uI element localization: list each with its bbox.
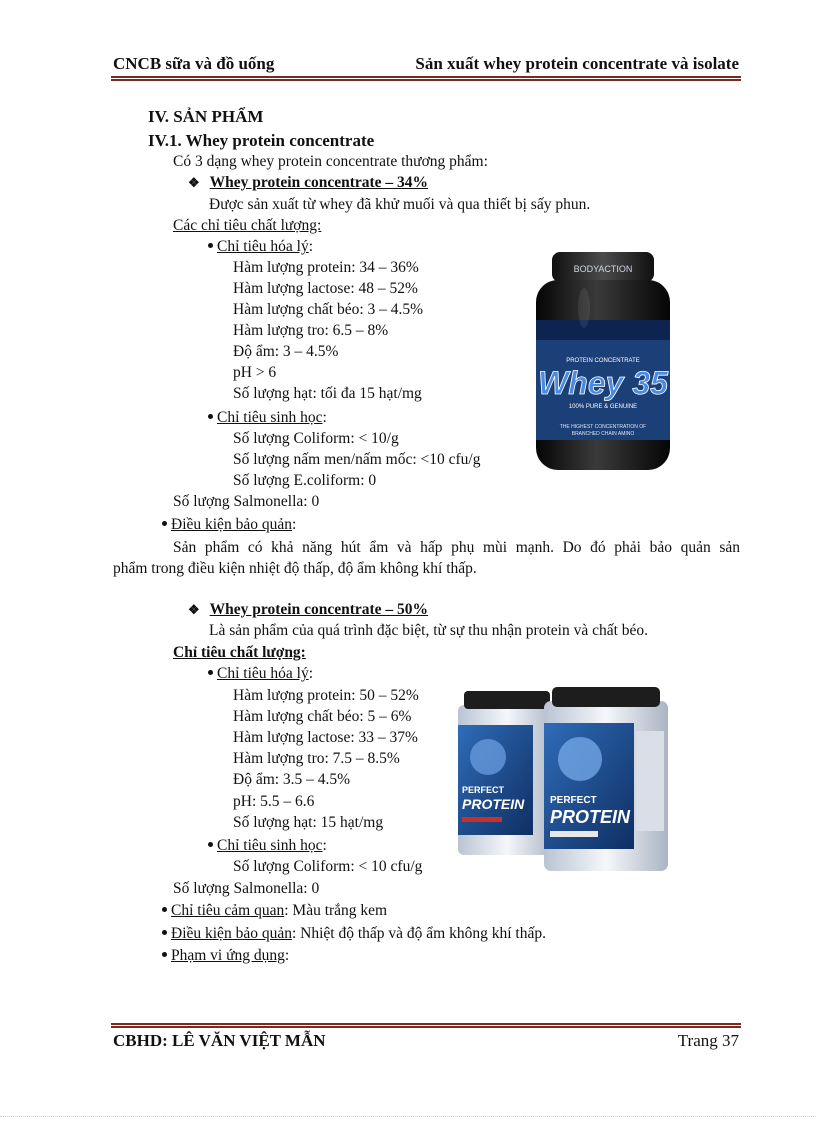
- whey35-brand: BODYACTION: [573, 264, 633, 274]
- header-left: CNCB sữa và đồ uống: [113, 54, 275, 73]
- p34-storage-paragraph: [113, 537, 740, 579]
- p34-heading: Whey protein concentrate – 34%: [209, 174, 429, 191]
- section-subtitle: IV.1. Whey protein concentrate: [148, 131, 375, 150]
- p34-bio-heading: Chỉ tiêu sinh học:: [208, 408, 327, 428]
- bullet-icon: [208, 670, 213, 675]
- p34-bio-item: Số lượng Coliform: < 10/g: [233, 430, 399, 447]
- page-number: Trang 37: [677, 1031, 739, 1050]
- p50-bio-item: Số lượng Coliform: < 10 cfu/g: [233, 858, 423, 875]
- p50-sensory-value: Màu trắng kem: [292, 902, 388, 919]
- p34-bio-item: Số lượng nấm men/nấm mốc: <10 cfu/g: [233, 451, 481, 468]
- whey35-name: Whey 35: [538, 365, 668, 401]
- section-title: IV. SẢN PHẨM: [148, 107, 264, 126]
- p34-storage-line2: phẩm trong điều kiện nhiệt độ thấp, độ ẩm không khí thấp.: [113, 560, 477, 577]
- p50-quality: Chỉ tiêu chất lượng:: [173, 644, 306, 661]
- footer-left: CBHD: LÊ VĂN VIỆT MẪN: [113, 1031, 326, 1050]
- p50-heading: Whey protein concentrate – 50%: [209, 601, 429, 618]
- p34-desc: Được sản xuất từ whey đã khử muối và qua thiết bị sấy phun.: [209, 196, 591, 213]
- diamond-bullet-icon: ❖: [188, 175, 200, 190]
- p50-physchem-label: Chỉ tiêu hóa lý: [217, 665, 309, 682]
- p50-storage-label: Điều kiện bảo quản: [171, 925, 292, 942]
- p34-bio-label: Chỉ tiêu sinh học: [217, 409, 323, 426]
- p50-usage-label: Phạm vi ứng dụng: [171, 947, 285, 964]
- bullet-icon: [162, 952, 167, 957]
- bullet-icon: [162, 521, 167, 526]
- p34-physchem-label: Chỉ tiêu hóa lý: [217, 238, 309, 255]
- p50-physchem-item: pH: 5.5 – 6.6: [233, 793, 315, 810]
- p50-bio-heading: Chỉ tiêu sinh học:: [208, 836, 327, 856]
- p50-storage-value: Nhiệt độ thấp và độ ẩm không khí thấp.: [300, 925, 546, 942]
- p34-heading-line: [188, 173, 428, 193]
- p34-physchem-item: Số lượng hạt: tối đa 15 hạt/mg: [233, 385, 422, 402]
- p34-storage-line1: Sản phẩm có khả năng hút ẩm và hấp phụ mùi mạnh. Do đó phải bảo quản sản: [173, 539, 740, 556]
- bullet-icon: [162, 930, 167, 935]
- p34-physchem-item: Hàm lượng protein: 34 – 36%: [233, 259, 419, 276]
- p50-desc: Là sản phẩm của quá trình đặc biệt, từ sự thu nhận protein và chất béo.: [209, 622, 649, 639]
- p50-heading-line: [188, 600, 428, 620]
- page-footer: [113, 1031, 739, 1055]
- whey35-brand-band: PROTEIN CONCENTRATE: [566, 358, 640, 364]
- p34-physchem-item: Hàm lượng chất béo: 3 – 4.5%: [233, 301, 424, 318]
- p34-storage-label: Điều kiện bảo quản: [171, 516, 292, 533]
- p50-physchem-item: Hàm lượng tro: 7.5 – 8.5%: [233, 750, 400, 767]
- p50-usage: Phạm vi ứng dụng:: [162, 946, 289, 966]
- p50-physchem-item: Hàm lượng chất béo: 5 – 6%: [233, 708, 412, 725]
- p50-salmonella: Số lượng Salmonella: 0: [173, 880, 320, 897]
- p34-physchem-item: Độ ẩm: 3 – 4.5%: [233, 343, 339, 360]
- p34-physchem-heading: Chỉ tiêu hóa lý:: [208, 237, 313, 257]
- p50-sensory: Chỉ tiêu cảm quan: Màu trắng kem: [162, 901, 387, 921]
- bullet-icon: [208, 842, 213, 847]
- p34-storage-heading: Điều kiện bảo quản:: [162, 515, 296, 535]
- whey35-product-image: [528, 250, 678, 472]
- p50-sensory-label: Chỉ tiêu cảm quan: [171, 902, 285, 919]
- perfect-protein-product-image: [448, 685, 678, 875]
- p50-physchem-heading: Chỉ tiêu hóa lý:: [208, 664, 313, 684]
- p34-physchem-item: Hàm lượng tro: 6.5 – 8%: [233, 322, 389, 339]
- p34-bio-item: Số lượng E.coliform: 0: [233, 472, 377, 489]
- bullet-icon: [208, 414, 213, 419]
- p34-physchem-item: Hàm lượng lactose: 48 – 52%: [233, 280, 418, 297]
- p50-physchem-item: Độ ẩm: 3.5 – 4.5%: [233, 771, 351, 788]
- footer-rule: [111, 1023, 741, 1028]
- page-bottom-dotted-edge: [0, 1116, 816, 1117]
- section-intro: Có 3 dạng whey protein concentrate thương phẩm:: [173, 153, 488, 170]
- p34-salmonella: Số lượng Salmonella: 0: [173, 493, 320, 510]
- bullet-icon: [162, 907, 167, 912]
- p50-bio-label: Chỉ tiêu sinh học: [217, 837, 323, 854]
- p34-physchem-item: pH > 6: [233, 364, 277, 381]
- tub2-line1: PERFECT: [550, 795, 597, 806]
- page-header: [113, 52, 739, 76]
- diamond-bullet-icon: ❖: [188, 602, 200, 617]
- p50-physchem-item: Hàm lượng protein: 50 – 52%: [233, 687, 419, 704]
- tub2-line2: PROTEIN: [550, 807, 631, 827]
- whey35-tagline: 100% PURE & GENUINE: [568, 404, 638, 410]
- p50-storage: Điều kiện bảo quản: Nhiệt độ thấp và độ ẩm không khí thấp.: [162, 924, 546, 944]
- tub1-line1: PERFECT: [462, 785, 505, 795]
- header-right: Sản xuất whey protein concentrate và isolate: [415, 54, 739, 73]
- bullet-icon: [208, 243, 213, 248]
- p50-physchem-item: Hàm lượng lactose: 33 – 37%: [233, 729, 418, 746]
- p50-physchem-item: Số lượng hạt: 15 hạt/mg: [233, 814, 384, 831]
- header-rule: [111, 76, 741, 81]
- p34-quality: Các chỉ tiêu chất lượng:: [173, 217, 322, 234]
- whey35-claim2: BRANCHED CHAIN AMINO: [571, 431, 635, 437]
- whey35-claim1: THE HIGHEST CONCENTRATION OF: [559, 424, 647, 430]
- tub1-line2: PROTEIN: [462, 796, 525, 812]
